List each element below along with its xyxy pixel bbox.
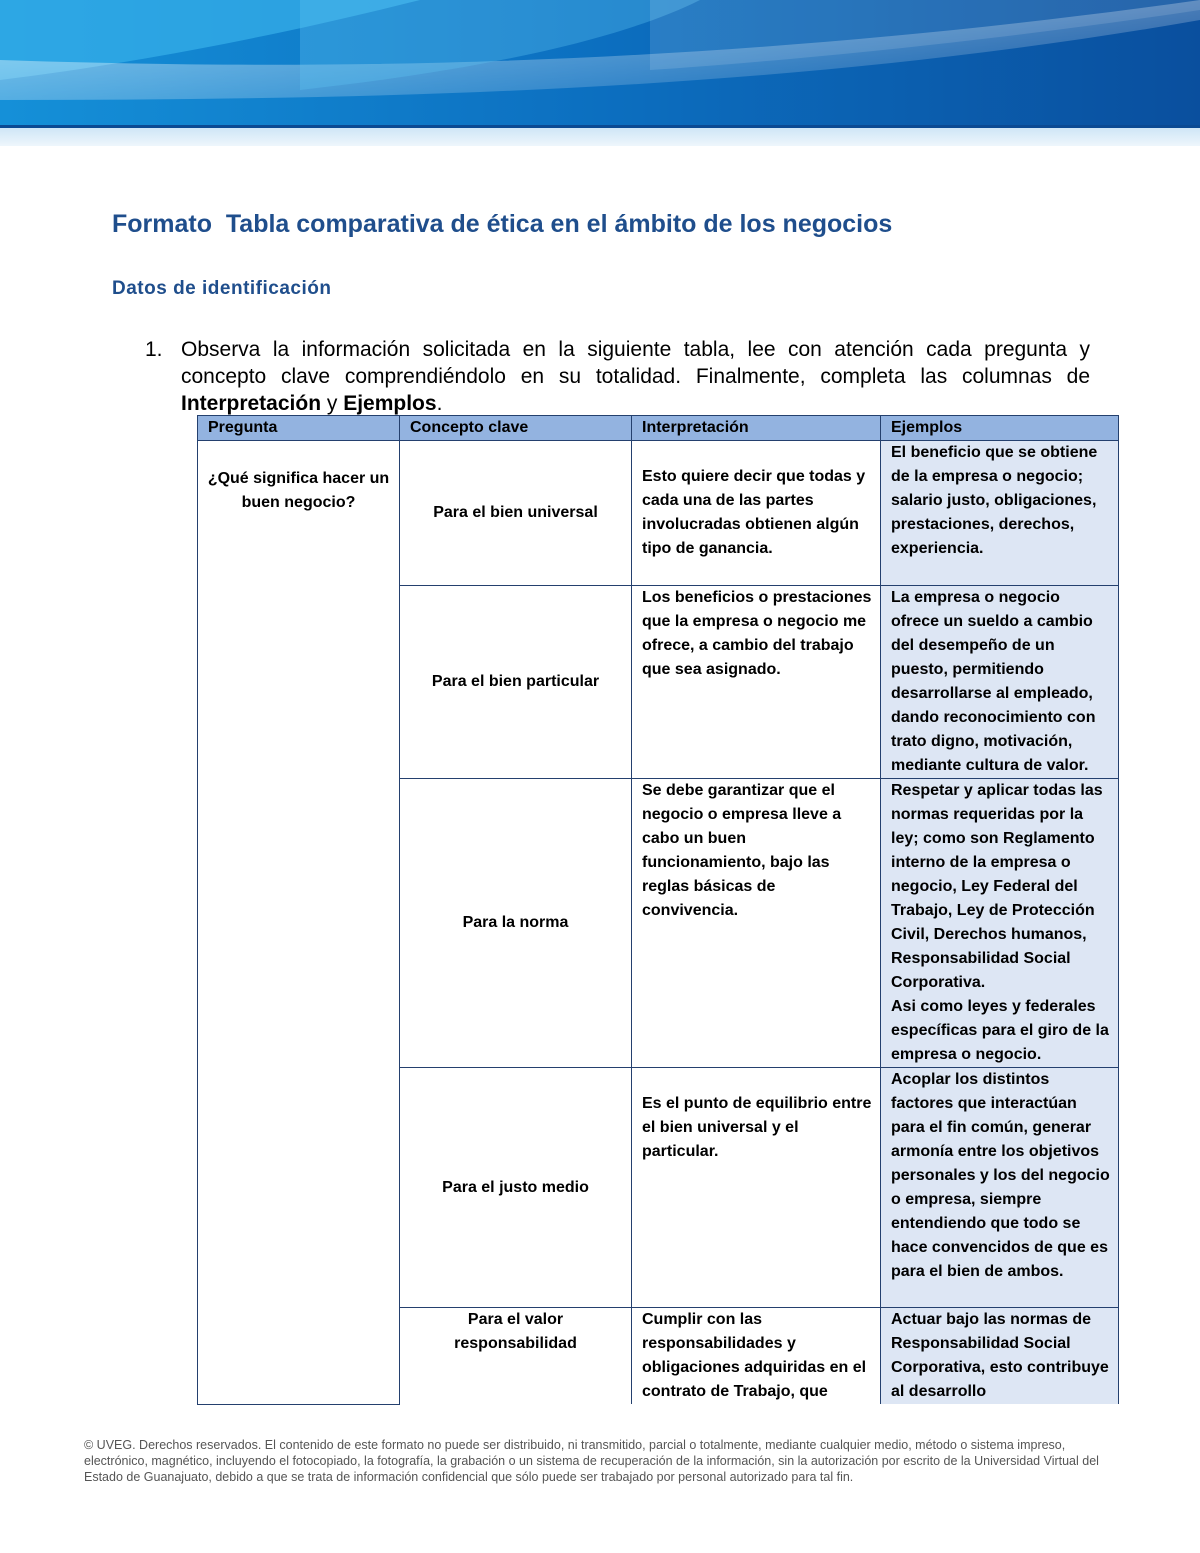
interpretation-cell: Se debe garantizar que el negocio o empresa lleve a cabo un buen funcionamiento, bajo las reglas básicas de convivencia. bbox=[632, 779, 881, 1068]
interpretation-cell: Los beneficios o prestaciones que la empresa o negocio me ofrece, a cambio del trabajo que sea asignado. bbox=[632, 586, 881, 779]
examples-extra-text: Asi como leyes y federales específicas para el giro de la empresa o negocio. bbox=[891, 998, 1109, 1063]
interpretation-cell: Es el punto de equilibrio entre el bien universal y el particular. bbox=[632, 1068, 881, 1308]
document-title: Formato Tabla comparativa de ética en el ámbito de los negocios bbox=[112, 210, 893, 238]
examples-cell: La empresa o negocio ofrece un sueldo a cambio del desempeño de un puesto, permitiendo desarrollarse al empleado, dando reconocimiento con trato digno, motivación, mediante cultura de valor. bbox=[881, 586, 1119, 779]
header-pregunta: Pregunta bbox=[198, 416, 400, 441]
instruction-text-part1: Observa la información solicitada en la siguiente tabla, lee con atención cada pregunta y concepto clave comprendiéndolo en su totalidad. Finalmente, completa las columnas de bbox=[181, 338, 1090, 388]
concept-cell: Para la norma bbox=[400, 779, 632, 1068]
header-banner bbox=[0, 0, 1200, 150]
interpretation-cell: Cumplir con las responsabilidades y obligaciones adquiridas en el contrato de Trabajo, que bbox=[632, 1308, 881, 1405]
concept-cell: Para el valor responsabilidad bbox=[400, 1308, 632, 1405]
examples-cell: Acoplar los distintos factores que interactúan para el fin común, generar armonía entre los objetivos personales y los del negocio o empresa, siempre entendiendo que todo se hace convencidos de que es para el bien de ambos. bbox=[881, 1068, 1119, 1308]
instruction-bold-ejemplos: Ejemplos bbox=[343, 392, 437, 415]
examples-cell: Actuar bajo las normas de Responsabilidad Social Corporativa, esto contribuye al desarrollo bbox=[881, 1308, 1119, 1405]
header-concepto-clave: Concepto clave bbox=[400, 416, 632, 441]
instruction-bold-interpretacion: Interpretación bbox=[181, 392, 322, 415]
comparison-table bbox=[197, 415, 1119, 1405]
section-subtitle: Datos de identificación bbox=[112, 278, 332, 299]
concept-cell: Para el justo medio bbox=[400, 1068, 632, 1308]
concept-cell: Para el bien particular bbox=[400, 586, 632, 779]
header-interpretacion: Interpretación bbox=[632, 416, 881, 441]
examples-cell bbox=[881, 779, 1119, 1068]
concept-cell: Para el bien universal bbox=[400, 441, 632, 586]
header-ejemplos: Ejemplos bbox=[881, 416, 1119, 441]
instruction-text bbox=[181, 336, 1090, 417]
list-number: 1. bbox=[145, 338, 163, 361]
table-header-row bbox=[198, 416, 1119, 441]
question-cell: ¿Qué significa hacer un buen negocio? bbox=[198, 441, 400, 1405]
instruction-text-part3: . bbox=[436, 392, 443, 415]
table-row bbox=[198, 441, 1119, 586]
examples-cell: El beneficio que se obtiene de la empresa o negocio; salario justo, obligaciones, prestaciones, derechos, experiencia. bbox=[881, 441, 1119, 586]
instruction-text-part2: y bbox=[321, 392, 344, 415]
interpretation-cell: Esto quiere decir que todas y cada una de las partes involucradas obtienen algún tipo de ganancia. bbox=[632, 441, 881, 586]
examples-text: Respetar y aplicar todas las normas requeridas por la ley; como son Reglamento interno de la empresa o negocio, Ley Federal del Trabajo, Ley de Protección Civil, Derechos humanos, Responsabilidad Social Corporativa. bbox=[891, 782, 1103, 991]
copyright-footer: © UVEG. Derechos reservados. El contenido de este formato no puede ser distribuido, ni transmitido, parcial o totalmente, mediante cualquier medio, método o sistema impreso, electrónico, magnético, incluyendo el fotocopiado, la fotografía, la grabación o un sistema de recuperación de la información, sin la autorización por escrito de la Universidad Virtual del Estado de Guanajuato, debido a que se trata de información confidencial que sólo puede ser trabajado por personal autorizado para tal fin. bbox=[84, 1438, 1099, 1484]
instruction-item bbox=[145, 336, 1090, 417]
